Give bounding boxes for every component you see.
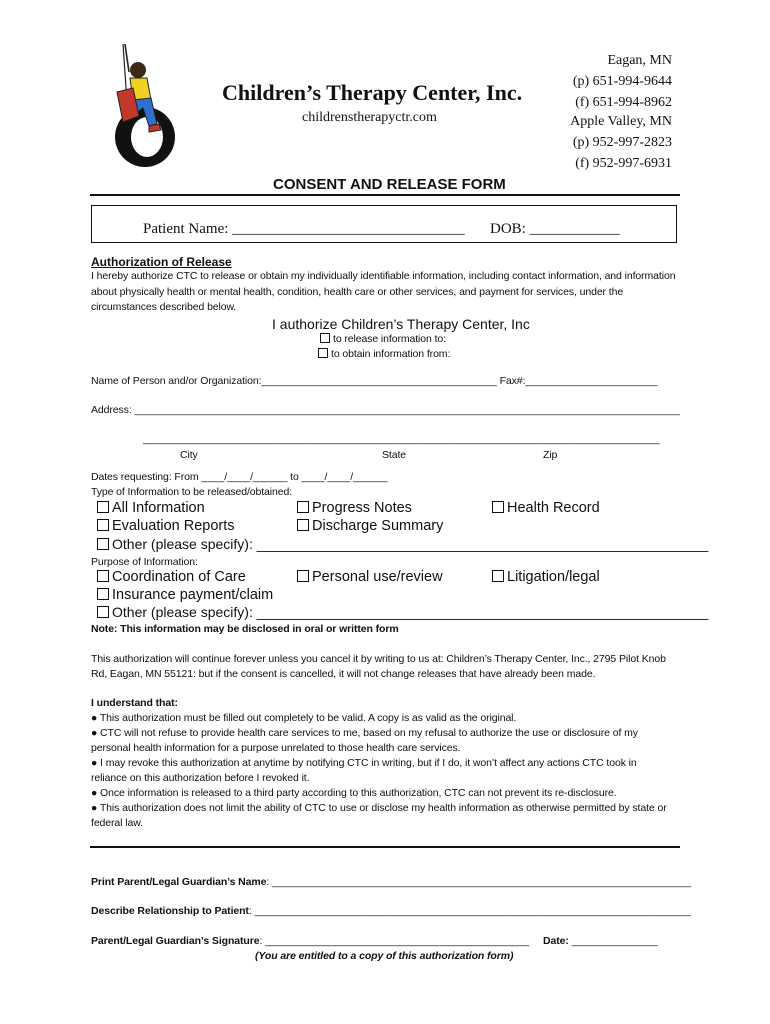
zip-label: Zip [543,449,558,461]
authorization-intro-3: circumstances described below. [91,301,237,313]
eagan-phone: (p) 651-994-9644 [572,74,672,89]
understand-heading: I understand that: [91,697,178,709]
date-label: Date: [543,935,569,947]
authorization-intro-1: I hereby authorize CTC to release or obtain my individually identifiable information, including contact information, and information [91,270,676,282]
eagan-city: Eagan, MN [607,53,672,68]
signature-field[interactable] [91,935,529,947]
understand-line-6: ● Once information is released to a third party according to this authorization, CTC can not prevent its re-disclosure. [91,787,617,799]
understand-line-5: reliance on this authorization before I revoked it. [91,772,310,784]
form-title: CONSENT AND RELEASE FORM [273,176,506,193]
discharge-summary-checkbox[interactable] [297,519,309,531]
company-website: childrenstherapyctr.com [302,110,437,125]
continuation-line-2: Rd, Eagan, MN 55121: but if the consent is cancelled, it will not change releases that have already been made. [91,668,596,680]
purpose-other-checkbox[interactable] [97,606,109,618]
state-label: State [382,449,407,461]
copy-note: (You are entitled to a copy of this authorization form) [255,950,514,962]
litigation-label: Litigation/legal [507,569,600,585]
apple-valley-city: Apple Valley, MN [570,114,672,129]
relationship-field[interactable] [91,905,691,917]
apple-valley-fax: (f) 952-997-6931 [575,156,672,171]
obtain-checkbox[interactable] [318,348,328,358]
authorize-line: I authorize Children’s Therapy Center, Inc [272,316,530,332]
purpose-litigation[interactable] [492,569,600,585]
release-option[interactable] [320,333,446,345]
all-info-checkbox[interactable] [97,501,109,513]
coordination-checkbox[interactable] [97,570,109,582]
personal-use-checkbox[interactable] [297,570,309,582]
location-apple-valley [560,111,672,174]
insurance-checkbox[interactable] [97,588,109,600]
type-health-record[interactable] [492,500,600,516]
purpose-insurance[interactable] [97,587,273,603]
release-checkbox[interactable] [320,333,330,343]
relationship-line: : ____________________________________________________________________________ [248,905,691,917]
understand-line-1: ● This authorization must be filled out completely to be valid. A copy is as valid as the original. [91,712,517,724]
understand-line-8: federal law. [91,817,143,829]
litigation-checkbox[interactable] [492,570,504,582]
signature-rule [90,846,680,848]
eagan-fax: (f) 651-994-8962 [575,95,672,110]
coordination-label: Coordination of Care [112,569,246,585]
understand-line-7: ● This authorization does not limit the ability of CTC to use or disclose my health information as otherwise permitted by state or [91,802,667,814]
understand-line-3: personal health information for a purpose unrelated to those health care services. [91,742,461,754]
signature-line: : ______________________________________________ [259,935,530,947]
name-org-field[interactable]: Name of Person and/or Organization:_________________________________________ Fax#:_______________________ [91,375,658,387]
relationship-label: Describe Relationship to Patient [91,905,249,917]
progress-notes-label: Progress Notes [312,500,412,516]
purpose-other-label: Other (please specify): __________________________________________________________ [112,604,709,620]
personal-use-label: Personal use/review [312,569,443,585]
date-field[interactable] [543,935,658,947]
obtain-option-label: to obtain information from: [331,348,451,360]
understand-line-2: ● CTC will not refuse to provide health care services to me, based on my refusal to authorize the use or disclosure of my [91,727,638,739]
type-discharge-summary[interactable] [297,518,443,534]
company-name: Children’s Therapy Center, Inc. [222,80,523,105]
purpose-personal-use[interactable] [297,569,443,585]
progress-notes-checkbox[interactable] [297,501,309,513]
type-all-info[interactable] [97,500,205,516]
health-record-checkbox[interactable] [492,501,504,513]
date-line: _______________ [568,935,658,947]
insurance-label: Insurance payment/claim [112,587,274,603]
type-other-checkbox[interactable] [97,538,109,550]
city-label: City [180,449,198,461]
health-record-label: Health Record [507,500,600,516]
discharge-summary-label: Discharge Summary [312,518,444,534]
address-field[interactable]: Address: _______________________________________________________________________________________________ [91,404,680,416]
apple-valley-phone: (p) 952-997-2823 [572,135,672,150]
disclosure-note: Note: This information may be disclosed in oral or written form [91,623,399,635]
dates-requesting-field[interactable]: Dates requesting: From ____/____/______ to ____/____/______ [91,471,388,483]
release-option-label: to release information to: [333,333,446,345]
purpose-heading: Purpose of Information: [91,556,198,568]
continuation-line-1: This authorization will continue forever unless you cancel it by writing to us at: Children’s Therapy Center, Inc., 2795 Pilot Knob [91,653,666,665]
obtain-option[interactable] [318,348,450,360]
type-heading: Type of Information to be released/obtained: [91,486,293,498]
authorization-intro-2: about physically health or mental health, condition, health care or other services, and payment for services, under the [91,286,624,298]
type-other-label: Other (please specify): __________________________________________________________ [112,536,709,552]
print-name-line: : _________________________________________________________________________ [266,876,691,888]
type-progress-notes[interactable] [297,500,412,516]
evaluation-reports-checkbox[interactable] [97,519,109,531]
type-other[interactable] [97,536,708,552]
print-name-field[interactable] [91,876,691,888]
patient-name-field[interactable]: Patient Name: _______________________________ [143,221,465,237]
purpose-coordination[interactable] [97,569,246,585]
signature-label: Parent/Legal Guardian’s Signature [91,935,260,947]
dob-field[interactable]: DOB: ____________ [490,221,620,237]
understand-line-4: ● I may revoke this authorization at anytime by notifying CTC in writing, but if I do, it won’t affect any actions CTC took in [91,757,637,769]
all-info-label: All Information [112,500,205,516]
title-rule [90,194,680,196]
evaluation-reports-label: Evaluation Reports [112,518,235,534]
print-name-label: Print Parent/Legal Guardian’s Name [91,876,267,888]
purpose-other[interactable] [97,604,708,620]
address-field-2[interactable]: __________________________________________________________________________________________ [143,433,660,445]
type-evaluation-reports[interactable] [97,518,235,534]
logo-tire-swing-icon [105,42,185,172]
authorization-heading: Authorization of Release [91,255,232,269]
location-eagan [570,50,672,113]
